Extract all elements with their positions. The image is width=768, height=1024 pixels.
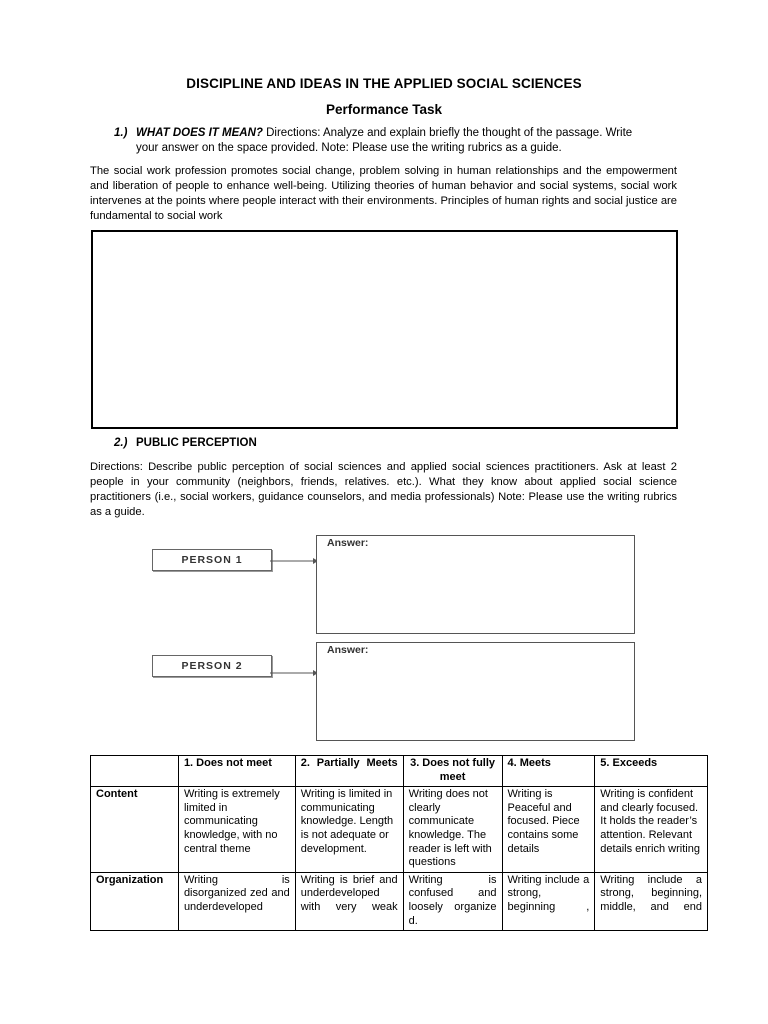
person-1-label: PERSON 1: [181, 554, 243, 566]
rubric-cell: Writing is confused and loosely organize d.: [403, 872, 502, 930]
question-2: [114, 437, 257, 449]
rubric-criterion: Content: [91, 787, 179, 873]
document-subtitle: Performance Task: [325, 102, 443, 117]
question-2-label: PUBLIC PERCEPTION: [136, 437, 257, 449]
question-1: [114, 126, 684, 156]
person-2-answer-box[interactable]: [316, 642, 635, 741]
question-2-directions: Directions: Describe public perception of social sciences and applied social sciences practitioners. Ask at least 2 people in your community (neighbors, friends, relatives. etc.). What they know about applied social science practitioners (i.e., social workers, guidance counselors, and media professionals) Note: Please use the writing rubrics as a guide.: [90, 461, 677, 518]
person-1-answer-label: Answer:: [327, 537, 369, 549]
rubric-cell: Writing is confident and clearly focused. It holds the reader’s attention. Relevant details enrich writing: [595, 787, 708, 873]
rubric-header-cell: 1. Does not meet: [178, 756, 295, 787]
rubric-header-cell: 4. Meets: [502, 756, 595, 787]
rubric-cell: Writing does not clearly communicate knowledge. The reader is left with questions: [403, 787, 502, 873]
rubric-row-organization: [91, 872, 708, 930]
rubric-cell: Writing include a strong, beginning ,: [502, 872, 595, 930]
person-1-answer-box[interactable]: [316, 535, 635, 634]
rubric-cell: Writing include a strong, beginning, middle, and end: [595, 872, 708, 930]
person-1-label-box: [152, 549, 272, 571]
person-2-label: PERSON 2: [181, 660, 243, 672]
person-2-label-box: [152, 655, 272, 677]
rubric-cell: Writing is limited in communicating knowledge. Length is not adequate or development.: [295, 787, 403, 873]
passage-text: The social work profession promotes social change, problem solving in human relationships and the empowerment and liberation of people to enhance well-being. Utilizing theories of human behavior and social systems, social work intervenes at the points where people interact with their environments. Principles of human rights and social justice are fundamental to social work: [90, 165, 677, 222]
person-2-arrow-icon: [270, 667, 318, 681]
rubric-row-content: [91, 787, 708, 873]
rubric-header-cell: 2. Partially Meets: [295, 756, 403, 787]
question-1-directions-line1: Directions: Analyze and explain briefly the thought of the passage. Write: [262, 127, 633, 139]
question-1-number: 1.): [114, 127, 128, 139]
answer-box-question-1[interactable]: [91, 230, 678, 429]
question-1-directions-line2: your answer on the space provided. Note: Please use the writing rubrics as a guide.: [136, 142, 562, 154]
rubric-header-row: [91, 756, 708, 787]
document-title: DISCIPLINE AND IDEAS IN THE APPLIED SOCIAL SCIENCES: [186, 76, 582, 91]
rubric-cell: Writing is extremely limited in communicating knowledge, with no central theme: [178, 787, 295, 873]
rubric-header-cell: 5. Exceeds: [595, 756, 708, 787]
rubric-table: [90, 755, 708, 931]
person-1-arrow-icon: [270, 555, 318, 569]
rubric-criterion: Organization: [91, 872, 179, 930]
rubric-cell: Writing is disorganized zed and underdeveloped: [178, 872, 295, 930]
question-2-number: 2.): [114, 437, 128, 449]
rubric-header-cell: 3. Does not fully meet: [403, 756, 502, 787]
person-2-answer-label: Answer:: [327, 644, 369, 656]
rubric-cell: Writing is brief and underdeveloped with very weak: [295, 872, 403, 930]
rubric-cell: Writing is Peaceful and focused. Piece contains some details: [502, 787, 595, 873]
rubric-header-cell: [91, 756, 179, 787]
question-1-label: WHAT DOES IT MEAN?: [136, 127, 263, 139]
